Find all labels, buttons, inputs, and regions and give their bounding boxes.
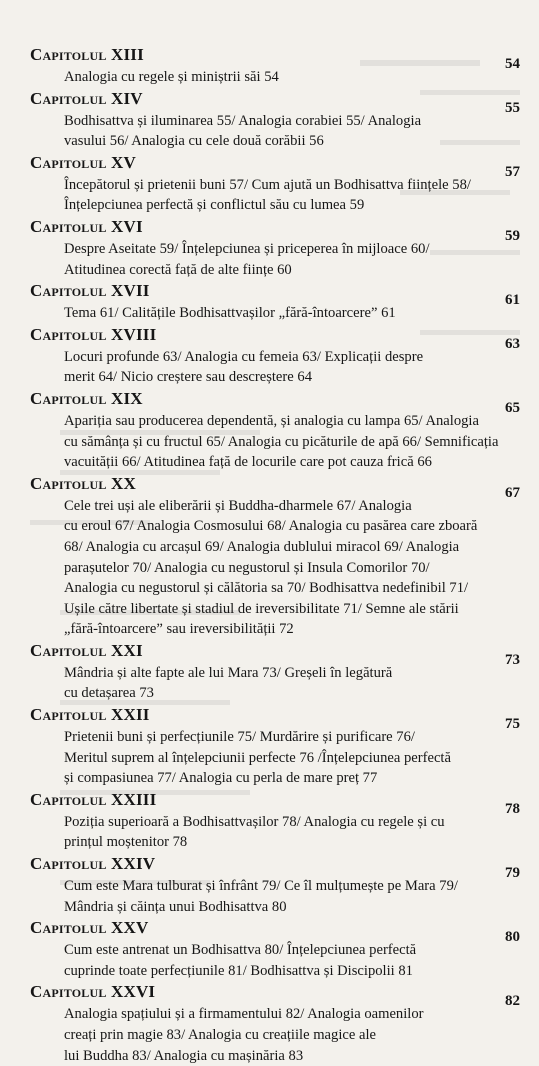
chapter-page-number: 73 <box>505 651 520 668</box>
chapter-entry-line: Înțelepciunea perfectă și conflictul său cu lumea 59 <box>64 197 365 214</box>
table-of-contents <box>30 44 520 1066</box>
chapter-20 <box>30 473 520 640</box>
chapter-title: Capitolul XXVI <box>30 982 156 1002</box>
chapter-26 <box>30 981 520 1066</box>
chapter-page-number: 61 <box>505 292 520 309</box>
chapter-page-number: 79 <box>505 865 520 882</box>
chapter-entry-line: merit 64/ Nicio creștere sau descreștere 64 <box>64 369 312 386</box>
chapter-title: Capitolul XXIII <box>30 789 157 809</box>
chapter-16 <box>30 216 520 280</box>
chapter-24 <box>30 853 520 917</box>
chapter-entry-line: Despre Aseitate 59/ Înțelepciunea și priceperea în mijloace 60/ <box>64 240 430 257</box>
chapter-entry-line: cuprinde toate perfecțiunile 81/ Bodhisattva și Discipolii 81 <box>64 962 413 979</box>
chapter-entry-line: vacuității 66/ Atitudinea față de locurile care pot cauza frică 66 <box>64 454 432 471</box>
chapter-title: Capitolul XX <box>30 473 136 493</box>
chapter-entry-line: cu sămânța și cu fructul 65/ Analogia cu picăturile de apă 66/ Semnificația <box>64 433 499 450</box>
chapter-entry-line: creați prin magie 83/ Analogia cu creațiile magice ale <box>64 1027 376 1043</box>
chapter-entry-line: 68/ Analogia cu arcașul 69/ Analogia dublului miracol 69/ Analogia <box>64 538 460 555</box>
chapter-entry-line: Atitudinea corectă față de alte ființe 60 <box>64 261 292 278</box>
chapter-entry-line: Ușile către libertate și stadiul de ireversibilitate 71/ Semne ale stării <box>64 600 459 617</box>
chapter-entry-line: Apariția sau producerea dependentă, și analogia cu lampa 65/ Analogia <box>64 412 479 429</box>
chapter-title: Capitolul XIX <box>30 388 143 408</box>
chapter-entry-line: cu eroul 67/ Analogia Cosmosului 68/ Analogia cu pasărea care zboară <box>64 518 478 535</box>
chapter-17 <box>30 280 520 324</box>
chapter-page-number: 65 <box>505 399 520 416</box>
chapter-entry-line: Poziția superioară a Bodhisattvașilor 78/ Analogia cu regele și cu <box>64 813 445 830</box>
chapter-page-number: 57 <box>505 163 520 180</box>
chapter-entry-line: Prietenii buni și perfecțiunile 75/ Murdărire și purificare 76/ <box>64 729 415 746</box>
chapter-title: Capitolul XXV <box>30 918 149 938</box>
chapter-entry-line: Cum este Mara tulburat și înfrânt 79/ Ce îl mulțumește pe Mara 79/ <box>64 878 458 895</box>
chapter-page-number: 54 <box>505 56 520 72</box>
chapter-entry-line: Mândria și alte fapte ale lui Mara 73/ Greșeli în legătură <box>64 664 393 681</box>
chapter-page-number: 63 <box>505 335 520 352</box>
chapter-title: Capitolul XV <box>30 152 136 172</box>
chapter-25 <box>30 917 520 981</box>
chapter-entry-line: „fără-întoarcere” sau ireversibilității 72 <box>64 621 294 638</box>
chapter-page-number: 55 <box>505 99 520 116</box>
chapter-entry-line: Cele trei uși ale eliberării și Buddha-dharmele 67/ Analogia <box>64 497 412 514</box>
chapter-title: Capitolul XIV <box>30 88 143 108</box>
chapter-title: Capitolul XXI <box>30 640 143 660</box>
chapter-page-number: 80 <box>505 929 520 946</box>
chapter-page-number: 82 <box>505 993 520 1010</box>
chapter-14 <box>30 88 520 152</box>
chapter-13 <box>30 44 520 88</box>
chapter-entry-line: parașutelor 70/ Analogia cu negustorul și Insula Comorilor 70/ <box>64 559 430 576</box>
chapter-page-number: 75 <box>505 716 520 733</box>
chapter-entry-line: Analogia spațiului și a firmamentului 82/ Analogia oamenilor <box>64 1006 424 1023</box>
chapter-entry-line: Începătorul și prietenii buni 57/ Cum ajută un Bodhisattva ființele 58/ <box>64 176 471 193</box>
chapter-page-number: 78 <box>505 800 520 817</box>
chapter-entry-line: lui Buddha 83/ Analogia cu mașinăria 83 <box>64 1047 304 1064</box>
chapter-entry-line: prințul moștenitor 78 <box>64 834 188 851</box>
chapter-entry-line: cu detașarea 73 <box>64 685 154 702</box>
chapter-entry-line: Meritul suprem al înțelepciunii perfecte 76 /Înțelepciunea perfectă <box>64 749 451 766</box>
chapter-title: Capitolul XVII <box>30 281 150 301</box>
chapter-entry-line: Tema 61/ Calitățile Bodhisattvașilor „fără-întoarcere” 61 <box>64 305 396 322</box>
chapter-19 <box>30 388 520 473</box>
chapter-entry-line: Bodhisattva și iluminarea 55/ Analogia corabiei 55/ Analogia <box>64 112 422 129</box>
chapter-21 <box>30 640 520 704</box>
chapter-23 <box>30 789 520 853</box>
chapter-entry-line: Mândria și căința unui Bodhisattva 80 <box>64 898 287 915</box>
chapter-title: Capitolul XXII <box>30 705 150 725</box>
chapter-title: Capitolul XVIII <box>30 324 157 344</box>
chapter-page-number: 59 <box>505 227 520 244</box>
chapter-entry-line: vasului 56/ Analogia cu cele două corăbii 56 <box>64 133 324 150</box>
chapter-18 <box>30 324 520 388</box>
chapter-entry-line: Analogia cu regele și miniștrii săi 54 <box>64 69 279 85</box>
chapter-15 <box>30 152 520 216</box>
chapter-title: Capitolul XVI <box>30 216 143 236</box>
chapter-entry-line: Analogia cu negustorul și călătoria sa 70/ Bodhisattva nedefinibil 71/ <box>64 580 469 597</box>
chapter-page-number: 67 <box>505 484 520 501</box>
chapter-title: Capitolul XIII <box>30 45 144 64</box>
chapter-entry-line: și compasiunea 77/ Analogia cu perla de mare preț 77 <box>64 770 378 787</box>
chapter-22 <box>30 704 520 789</box>
chapter-entry-line: Locuri profunde 63/ Analogia cu femeia 63/ Explicații despre <box>64 348 424 365</box>
chapter-title: Capitolul XXIV <box>30 854 156 874</box>
chapter-entry-line: Cum este antrenat un Bodhisattva 80/ Înțelepciunea perfectă <box>64 942 417 959</box>
